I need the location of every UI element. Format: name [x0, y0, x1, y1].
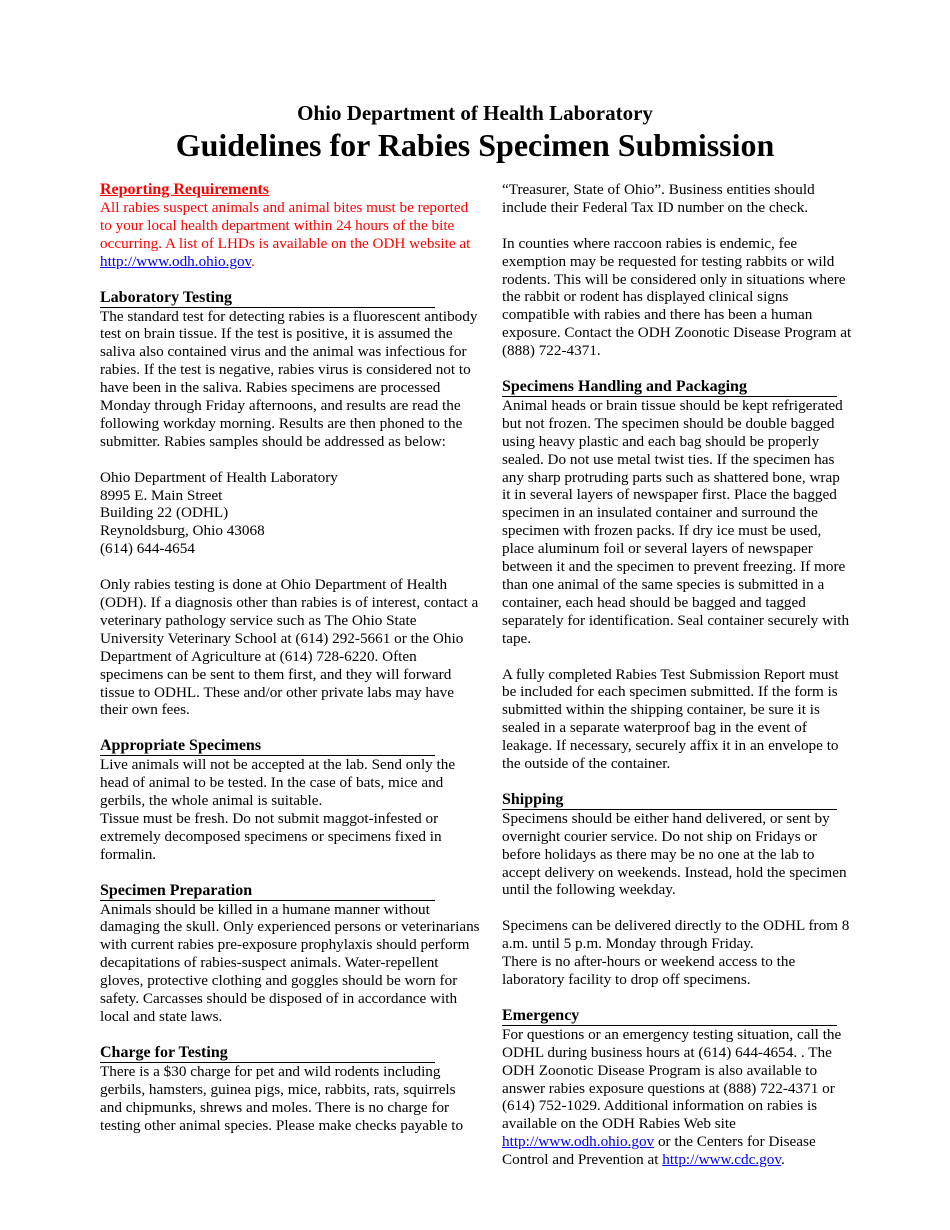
specimens-heading: Appropriate Specimens: [100, 737, 435, 756]
reporting-heading: Reporting Requirements: [100, 181, 270, 198]
cdc-link[interactable]: http://www.cdc.gov: [662, 1151, 781, 1169]
emergency-text: [502, 1026, 852, 1169]
shipping-text-1: Specimens should be either hand delivered, or sent by overnight courier service. Do not ship on Fridays or before holidays as there may be no one at the lab to accept delivery on weekends. Instead, hold the specimen until the following weekday.: [502, 809, 847, 899]
address-line: Reynoldsburg, Ohio 43068: [100, 522, 265, 540]
other-testing-text: Only rabies testing is done at Ohio Department of Health (ODH). If a diagnosis other than rabies is of interest, contact a veterinary pathology service such as The Ohio State University Veterinary School at (614) 292-5661 or the Ohio Department of Agriculture at (614) 728-6220. Often specimens can be sent to them first, and they will forward tissue to ODHL. These and/or other private labs may have their own fees.: [100, 576, 479, 719]
section-handling: [502, 378, 852, 773]
specimens-text-2: Tissue must be fresh. Do not submit maggot-infested or extremely decomposed specimens or specimens fixed in formalin.: [100, 809, 442, 863]
reporting-trail: .: [251, 252, 255, 270]
reporting-body: All rabies suspect animals and animal bites must be reported to your local health department within 24 hours of the bite occurring. A list of LHDs is available on the ODH website at: [100, 199, 471, 252]
section-shipping: [502, 791, 852, 989]
emergency-trail: .: [780, 1151, 785, 1169]
section-preparation: [100, 882, 480, 1026]
shipping-text-3: There is no after-hours or weekend access to the laboratory facility to drop off specimens.: [502, 953, 796, 988]
fee-exemption-text: In counties where raccoon rabies is endemic, fee exemption may be requested for testing rabbits or wild rodents. This will be considered only in situations where the rabbit or rodent has displayed clinical signs compatible with rabies and there has been a human exposure. Contact the ODH Zoonotic Disease Program at (888) 722-4371.: [502, 234, 852, 360]
section-specimens: [100, 737, 480, 863]
odh-rabies-link[interactable]: http://www.odh.ohio.gov: [502, 1133, 655, 1151]
shipping-heading: Shipping: [502, 791, 837, 810]
emergency-mid: or the Centers for Disease Control and Prevention at: [502, 1133, 816, 1169]
address-line: Building 22 (ODHL): [100, 504, 229, 522]
charge-heading: Charge for Testing: [100, 1044, 435, 1063]
section-charge: [100, 1044, 480, 1135]
odh-website-link[interactable]: http://www.odh.ohio.gov: [100, 252, 252, 270]
section-reporting: [100, 181, 480, 271]
emergency-heading: Emergency: [502, 1007, 837, 1026]
address-line: Ohio Department of Health Laboratory: [100, 468, 338, 486]
lab-address: [100, 469, 480, 559]
specimens-text-1: Live animals will not be accepted at the lab. Send only the head of animal to be tested. In the case of bats, mice and gerbils, the whole animal is suitable.: [100, 756, 456, 810]
section-charge-continued: [502, 181, 852, 360]
emergency-body: For questions or an emergency testing situation, call the ODHL during business hours at (614) 644-4654. . The ODH Zoonotic Disease Program is also available to answer rabies exposure questions at (888) 722-4371 or (614) 752-1029. Additional information on rabies is available on the ODH Rabies Web site: [502, 1025, 842, 1133]
handling-heading: Specimens Handling and Packaging: [502, 378, 837, 397]
section-lab-testing: [100, 289, 480, 720]
lab-testing-text: The standard test for detecting rabies is a fluorescent antibody test on brain tissue. If the test is positive, it is assumed the saliva also contained virus and the animal was infectious for rabies. If the test is negative, rabies virus is considered not to have been in the saliva. Rabies specimens are processed Monday through Friday afternoons, and results are read the following workday morning. Results are then phoned to the submitter. Rabies samples should be addressed as below:: [100, 307, 478, 450]
shipping-text-2: Specimens can be delivered directly to the ODHL from 8 a.m. until 5 p.m. Monday through Friday.: [502, 917, 850, 953]
document-header: [0, 100, 950, 164]
organization-title: Ohio Department of Health Laboratory: [297, 101, 653, 125]
charge-text-continued: “Treasurer, State of Ohio”. Business entities should include their Federal Tax ID number on the check.: [502, 181, 815, 216]
lab-testing-heading: Laboratory Testing: [100, 289, 435, 308]
charge-text: There is a $30 charge for pet and wild rodents including gerbils, hamsters, guinea pigs, mice, rabbits, rats, squirrels and chipmunks, shrews and moles. There is no charge for testing other animal species. Please make checks payable to: [100, 1062, 464, 1134]
left-column: [100, 181, 480, 1152]
right-column: [502, 181, 852, 1187]
address-line: 8995 E. Main Street: [100, 486, 223, 504]
preparation-heading: Specimen Preparation: [100, 882, 435, 901]
handling-text: Animal heads or brain tissue should be kept refrigerated but not frozen. The specimen should be double bagged using heavy plastic and each bag should be properly sealed. Do not use metal twist ties. If the specimen has any sharp protruding parts such as shattered bone, wrap it in several layers of newspaper first. Place the bagged specimen in an insulated container and surround the specimen with frozen packs. If dry ice must be used, place aluminum foil or several layers of newspaper between it and the specimen to prevent freezing. If more than one animal of the same species is submitted in a container, each head should be bagged and tagged separately for identification. Seal container securely with tape.: [502, 396, 850, 647]
section-emergency: [502, 1007, 852, 1169]
preparation-text: Animals should be killed in a humane manner without damaging the skull. Only experienced persons or veterinarians with current rabies pre-exposure prophylaxis should perform decapitations of rabies-suspect animals. Water-repellent gloves, protective clothing and goggles should be worn for safety. Carcasses should be disposed of in accordance with local and state laws.: [100, 900, 480, 1025]
address-line: (614) 644-4654: [100, 540, 195, 558]
reporting-text: [100, 199, 480, 271]
submission-report-text: A fully completed Rabies Test Submission Report must be included for each specimen submitted. If the form is submitted within the shipping container, be sure it is sealed in a separate waterproof bag in the event of leakage. If necessary, securely affix it in an envelope to the outside of the container.: [502, 665, 839, 773]
page-title: Guidelines for Rabies Specimen Submission: [175, 127, 775, 163]
